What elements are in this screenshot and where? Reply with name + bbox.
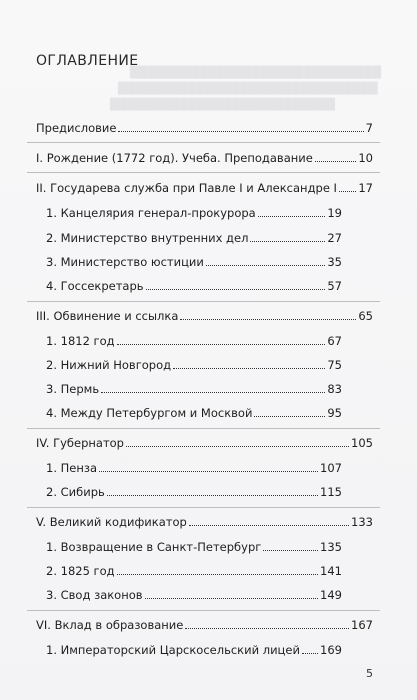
toc-entry-title: V. Великий кодификатор (36, 515, 187, 529)
toc-entry-title: 1. Возвращение в Санкт-Петербург (46, 540, 262, 554)
dot-leader (263, 550, 318, 551)
toc-entry (46, 378, 342, 396)
toc-entry (46, 251, 342, 269)
toc-entry-page: 10 (358, 151, 373, 165)
toc-entry (46, 402, 342, 420)
dot-leader (189, 525, 349, 526)
dot-leader (185, 628, 349, 629)
toc-entry-page: 135 (320, 540, 342, 554)
dot-leader (258, 216, 326, 217)
toc-entry-page: 141 (320, 564, 342, 578)
toc-entry-title: 4. Госсекретарь (46, 279, 144, 293)
toc-entry-page: 19 (327, 206, 342, 220)
toc-entry (36, 614, 373, 632)
toc-entry-page: 169 (320, 643, 342, 657)
section-divider (27, 301, 380, 302)
section-divider (27, 428, 380, 429)
dot-leader (118, 131, 363, 132)
toc-entry-page: 67 (327, 334, 342, 348)
dot-leader (173, 368, 325, 369)
toc-entry (36, 117, 373, 135)
toc-entry-title: 2. 1825 год (46, 564, 115, 578)
dot-leader (117, 574, 318, 575)
toc-entry-page: 133 (351, 515, 373, 529)
dot-leader (107, 495, 318, 496)
toc-entry-title: I. Рождение (1772 год). Учеба. Преподавание (36, 151, 313, 165)
dot-leader (315, 161, 357, 162)
dot-leader (101, 392, 325, 393)
dot-leader (339, 191, 356, 192)
toc-entry-page: 65 (358, 309, 373, 323)
toc-entry (46, 330, 342, 348)
dot-leader (206, 265, 326, 266)
section-divider (27, 142, 380, 143)
toc-entry (46, 536, 342, 554)
toc-entry (46, 354, 342, 372)
section-divider (27, 172, 380, 173)
dot-leader (117, 344, 326, 345)
dot-leader (145, 598, 318, 599)
dot-leader (250, 241, 325, 242)
toc-entry-page: 75 (327, 358, 342, 372)
toc-entry-title: 3. Министерство юстиции (46, 255, 204, 269)
toc-entry-title: III. Обвинение и ссылка (36, 309, 179, 323)
show-through-text: █████████████████████████████ (130, 66, 382, 79)
toc-entry (36, 511, 373, 529)
toc-entry-page: 107 (320, 461, 342, 475)
toc-entry (46, 202, 342, 220)
toc-entry-title: 4. Между Петербургом и Москвой (46, 406, 253, 420)
toc-entry-page: 27 (327, 231, 342, 245)
toc-entry-title: Предисловие (36, 121, 117, 135)
toc-entry-title: II. Государева служба при Павле I и Александре I (36, 181, 337, 195)
toc-entry-page: 17 (358, 181, 373, 195)
toc-entry (46, 275, 342, 293)
toc-entry (46, 227, 342, 245)
toc-entry-title: 1. Канцелярия генерал-прокурора (46, 206, 256, 220)
dot-leader (180, 319, 356, 320)
toc-entry-title: VI. Вклад в образование (36, 618, 184, 632)
dot-leader (146, 289, 326, 290)
toc-entry-title: 1. Императорский Царскосельский лицей (46, 643, 300, 657)
toc-entry-title: IV. Губернатор (36, 436, 124, 450)
show-through-text: ██████████████████████████ (110, 98, 336, 111)
toc-entry (46, 481, 342, 499)
toc-entry (36, 147, 373, 165)
toc-entry (46, 584, 342, 602)
toc-entry-page: 35 (327, 255, 342, 269)
section-divider (27, 610, 380, 611)
page-number: 5 (366, 667, 373, 680)
toc-entry-title: 2. Нижний Новгород (46, 358, 172, 372)
toc-entry (46, 560, 342, 578)
toc-entry (46, 457, 342, 475)
toc-entry (36, 177, 373, 195)
toc-entry-page: 167 (351, 618, 373, 632)
toc-entry-page: 149 (320, 588, 342, 602)
toc-entry-page: 7 (365, 121, 373, 135)
dot-leader (126, 446, 349, 447)
dot-leader (99, 471, 318, 472)
toc-entry-title: 2. Сибирь (46, 485, 105, 499)
toc-entry-page: 95 (327, 406, 342, 420)
toc-entry (36, 432, 373, 450)
section-divider (27, 507, 380, 508)
toc-entry (36, 305, 373, 323)
toc-entry-page: 105 (351, 436, 373, 450)
toc-heading: ОГЛАВЛЕНИЕ (36, 53, 139, 69)
show-through-text: ██████████████████████████████ (118, 82, 378, 95)
toc-entry-title: 2. Министерство внутренних дел (46, 231, 249, 245)
dot-leader (302, 653, 318, 654)
dot-leader (254, 416, 325, 417)
toc-entry-page: 83 (327, 382, 342, 396)
toc-entry-page: 115 (320, 485, 342, 499)
toc-entry-title: 1. 1812 год (46, 334, 115, 348)
toc-entry-title: 3. Пермь (46, 382, 100, 396)
toc-entry-title: 1. Пенза (46, 461, 98, 475)
toc-entry-page: 57 (327, 279, 342, 293)
toc-entry-title: 3. Свод законов (46, 588, 143, 602)
toc-entry (46, 639, 342, 657)
